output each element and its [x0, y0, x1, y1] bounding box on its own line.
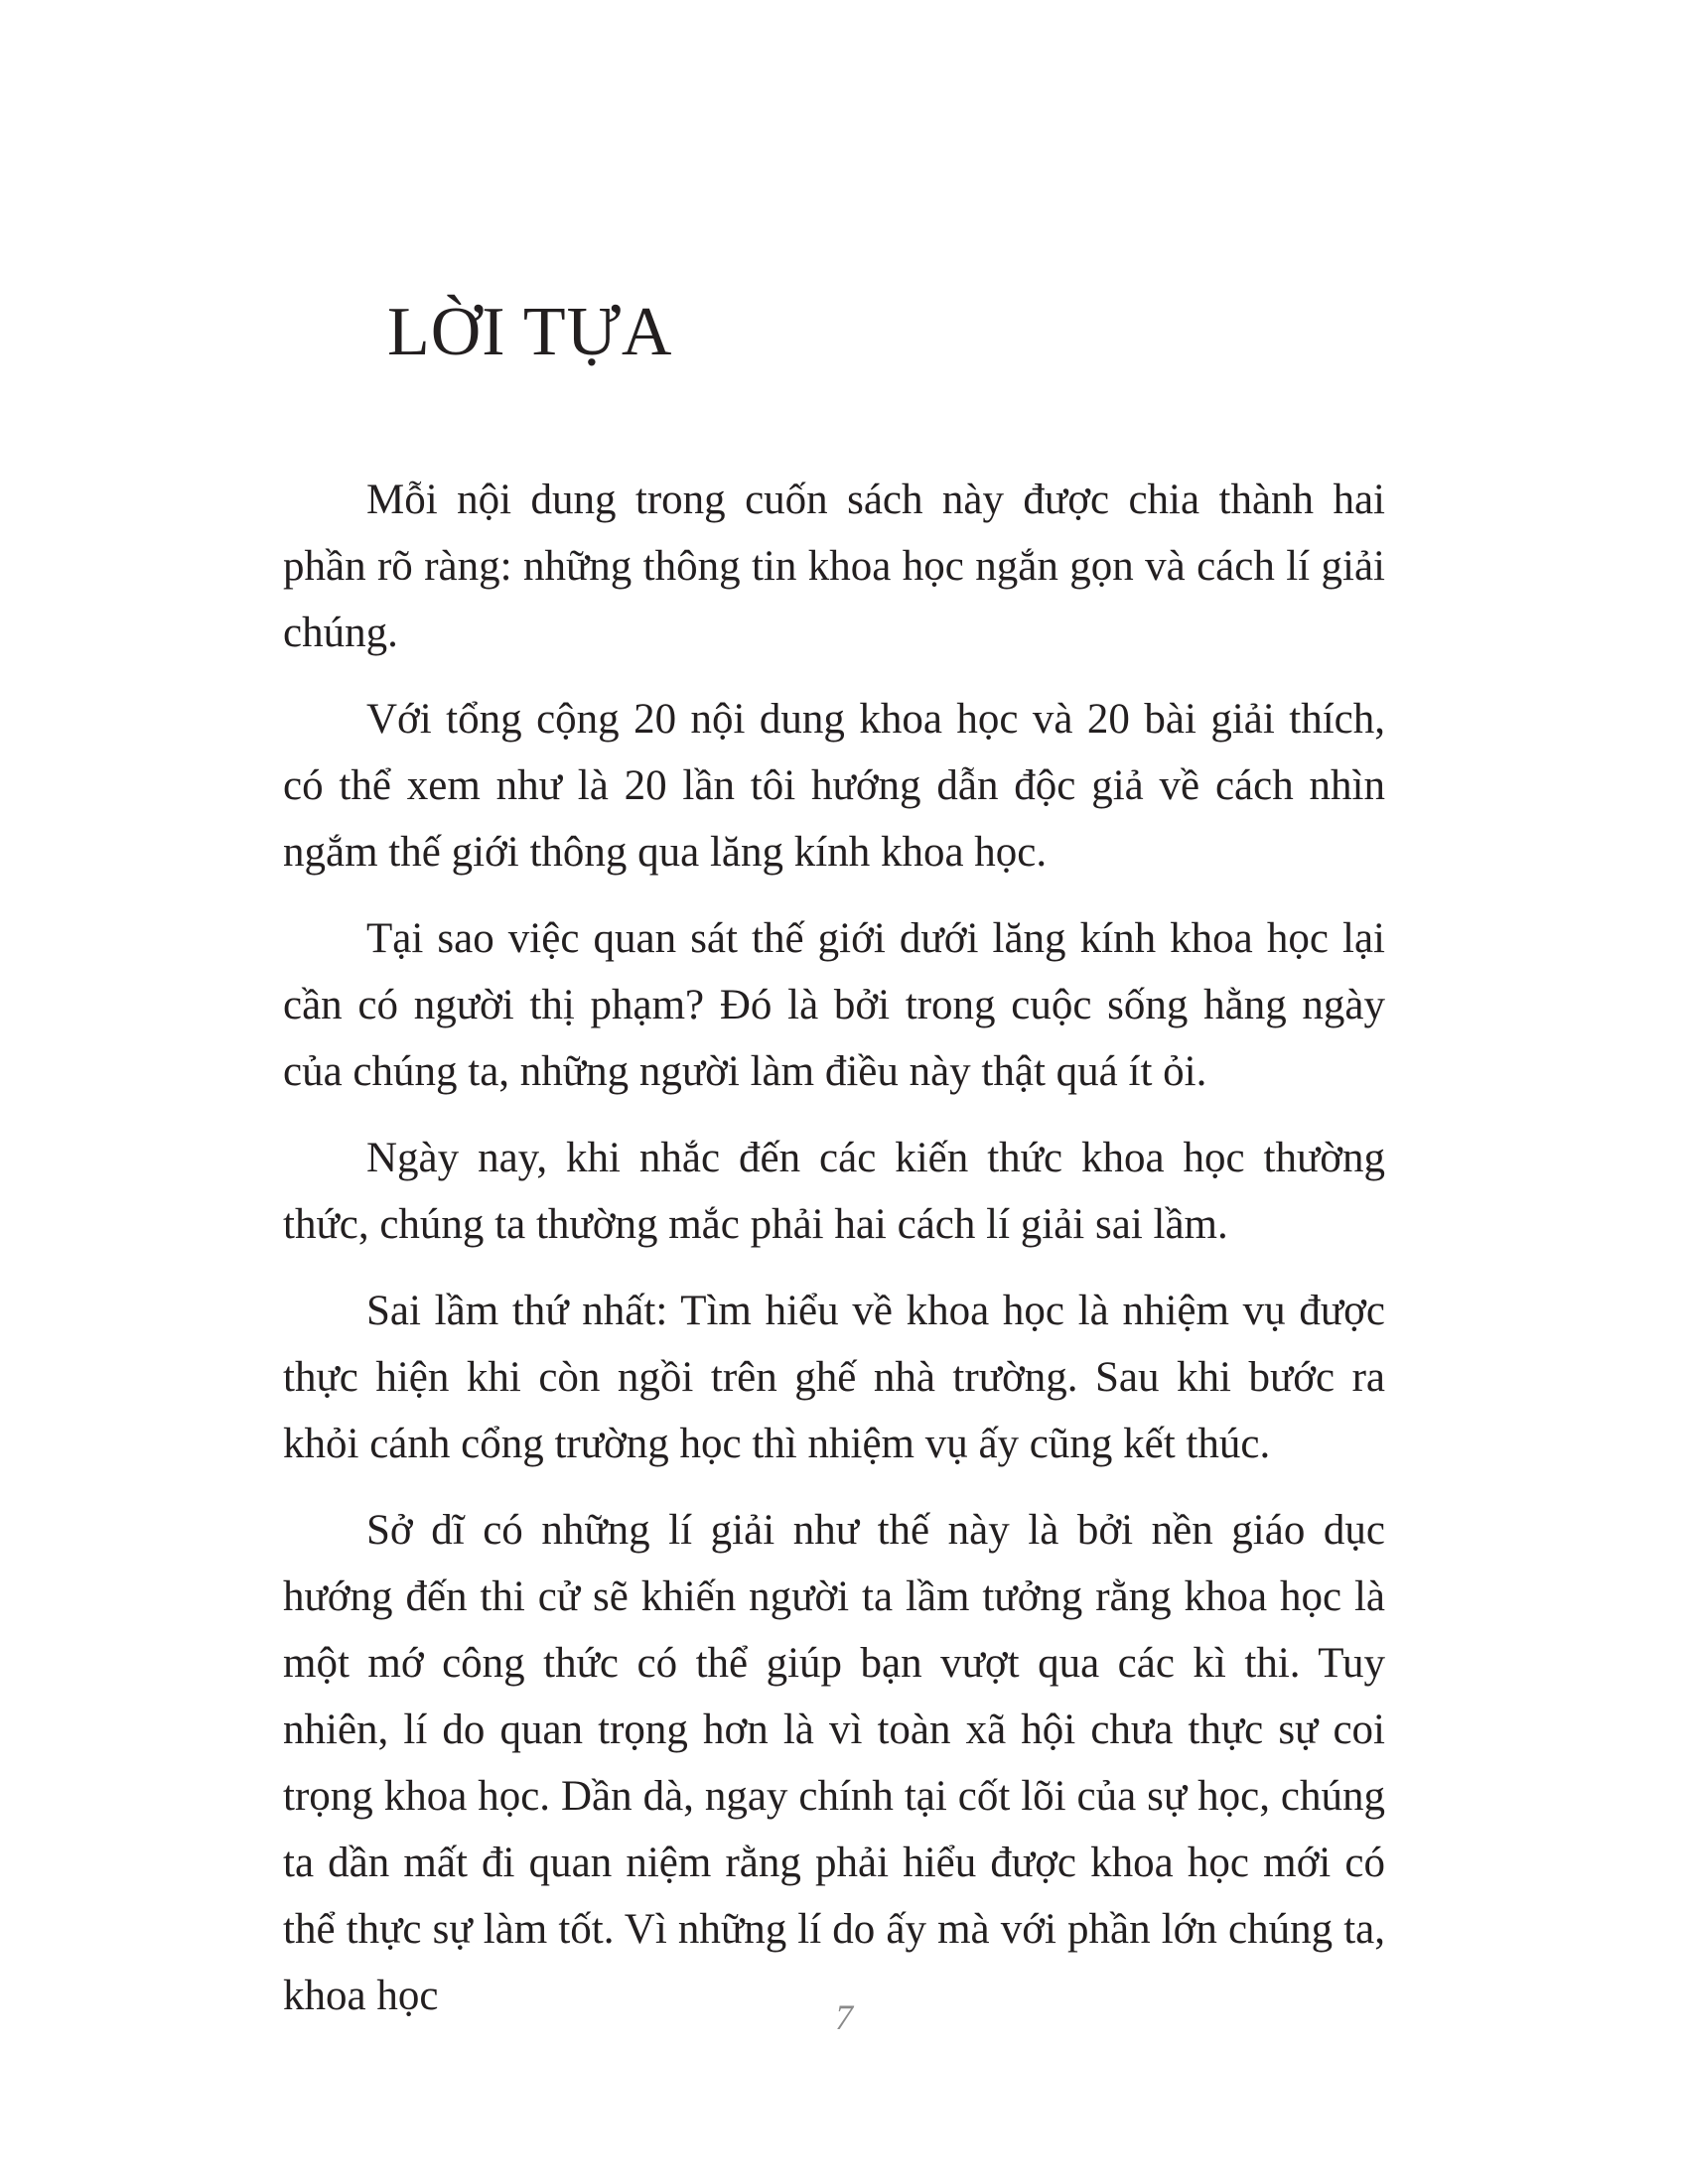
paragraph: Sở dĩ có những lí giải như thế này là bởi nền giáo dục hướng đến thi cử sẽ khiến người ta lầm tưởng rằng khoa học là một mớ công thức có thể giúp bạn vượt qua các kì thi. Tuy nhiên, lí do quan trọng hơn là vì toàn xã hội chưa thực sự coi trọng khoa học. Dần dà, ngay chính tại cốt lõi của sự học, chúng ta dần mất đi quan niệm rằng phải hiểu được khoa học mới có thể thực sự làm tốt. Vì những lí do ấy mà với phần lớn chúng ta, khoa học: [283, 1507, 1385, 2019]
paragraph: Sai lầm thứ nhất: Tìm hiểu về khoa học là nhiệm vụ được thực hiện khi còn ngồi trên ghế nhà trường. Sau khi bước ra khỏi cánh cổng trường học thì nhiệm vụ ấy cũng kết thúc.: [283, 1288, 1385, 1467]
chapter-title: LỜI TỰA: [387, 294, 673, 370]
paragraph: Tại sao việc quan sát thế giới dưới lăng kính khoa học lại cần có người thị phạm? Đó là bởi trong cuộc sống hằng ngày của chúng ta, những người làm điều này thật quá ít ỏi.: [283, 915, 1385, 1095]
paragraph: Mỗi nội dung trong cuốn sách này được chia thành hai phần rõ ràng: những thông tin khoa học ngắn gọn và cách lí giải chúng.: [283, 477, 1385, 656]
paragraph: Với tổng cộng 20 nội dung khoa học và 20 bài giải thích, có thể xem như là 20 lần tôi hướng dẫn độc giả về cách nhìn ngắm thế giới thông qua lăng kính khoa học.: [283, 696, 1385, 876]
body-text: [283, 467, 1385, 2049]
paragraph: Ngày nay, khi nhắc đến các kiến thức khoa học thường thức, chúng ta thường mắc phải hai cách lí giải sai lầm.: [283, 1135, 1385, 1248]
page-number: 7: [835, 1997, 853, 2037]
